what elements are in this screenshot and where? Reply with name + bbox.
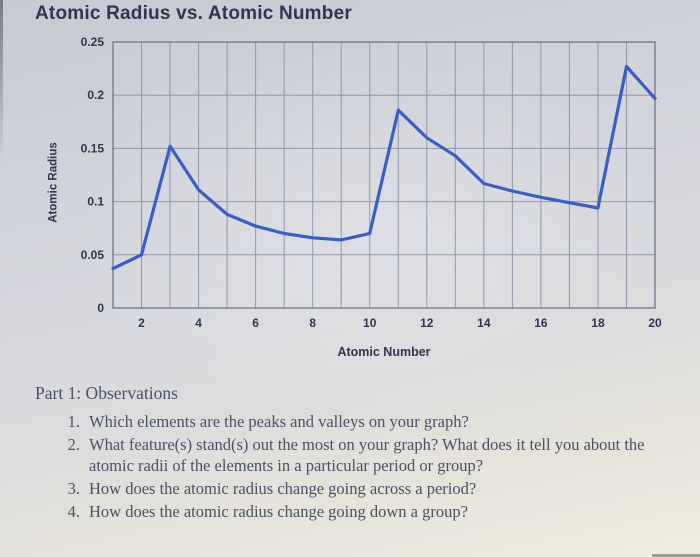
section-title: Part 1: Observations — [35, 383, 178, 403]
svg-text:20: 20 — [648, 316, 662, 330]
question-number: 2. — [67, 435, 80, 454]
chart-title: Atomic Radius vs. Atomic Number — [35, 3, 352, 24]
y-axis-label: Atomic Radius — [47, 142, 60, 223]
question-number: 4. — [67, 502, 80, 521]
x-axis-label: Atomic Number — [337, 345, 431, 359]
question-4 — [62, 501, 685, 522]
observations-section — [35, 383, 685, 524]
svg-text:18: 18 — [591, 316, 605, 330]
svg-text:0.25: 0.25 — [80, 35, 104, 49]
question-text: What feature(s) stand(s) out the most on your graph? What does it tell you about the atomic radii of the elements in a particular period or group? — [89, 435, 645, 475]
question-number: 3. — [67, 479, 80, 498]
svg-text:6: 6 — [252, 316, 259, 330]
question-text: How does the atomic radius change going across a period? — [89, 479, 477, 498]
svg-text:0.15: 0.15 — [80, 141, 104, 156]
question-number: 1. — [67, 412, 80, 431]
svg-text:0: 0 — [97, 301, 104, 315]
question-3 — [62, 478, 685, 499]
question-text: How does the atomic radius change going down a group? — [89, 502, 468, 521]
svg-text:12: 12 — [420, 316, 434, 330]
question-2 — [62, 434, 685, 476]
question-text: Which elements are the peaks and valleys on your graph? — [89, 412, 469, 431]
svg-text:4: 4 — [195, 316, 202, 330]
svg-text:16: 16 — [534, 316, 548, 330]
svg-text:0.2: 0.2 — [87, 88, 104, 103]
svg-text:10: 10 — [363, 316, 377, 330]
svg-text:0.1: 0.1 — [87, 194, 104, 209]
svg-text:2: 2 — [138, 316, 145, 330]
svg-text:14: 14 — [477, 316, 491, 330]
svg-text:0.05: 0.05 — [80, 247, 104, 262]
svg-text:8: 8 — [309, 316, 317, 330]
question-1 — [62, 411, 685, 432]
